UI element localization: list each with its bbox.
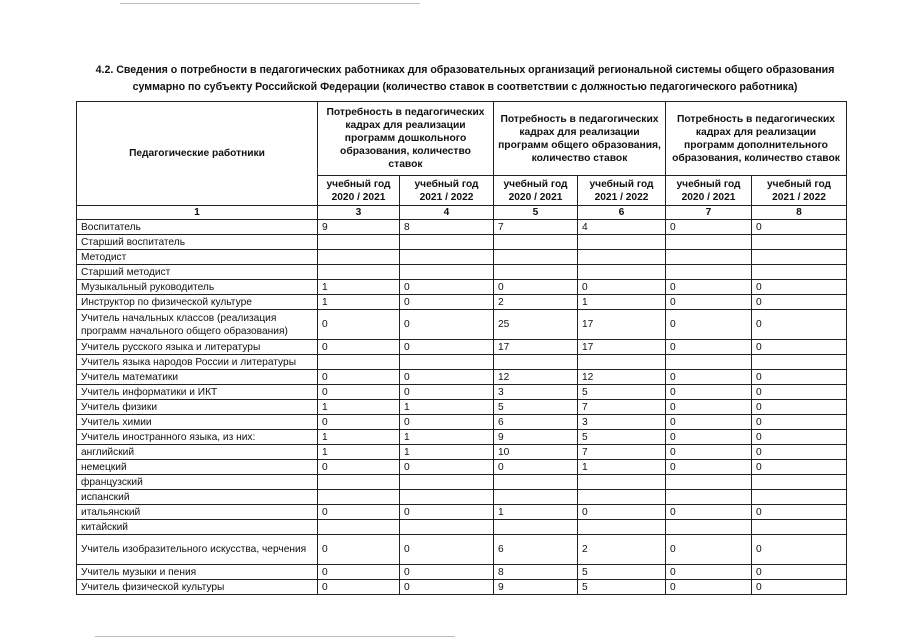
header-year: учебный год 2020 / 2021 — [666, 176, 752, 206]
column-number: 7 — [666, 206, 752, 220]
value-cell: 17 — [494, 340, 578, 355]
header-year: учебный год 2021 / 2022 — [578, 176, 666, 206]
row-label: испанский — [77, 490, 318, 505]
value-cell — [400, 520, 494, 535]
value-cell — [318, 475, 400, 490]
scan-edge-top — [120, 3, 420, 4]
value-cell: 25 — [494, 310, 578, 340]
value-cell: 0 — [666, 295, 752, 310]
header-staff: Педагогические работники — [77, 102, 318, 206]
value-cell: 0 — [666, 415, 752, 430]
header-group-additional: Потребность в педагогических кадрах для реализации программ дополнительного образования, количество ставок — [666, 102, 847, 176]
value-cell — [666, 265, 752, 280]
value-cell: 7 — [578, 400, 666, 415]
row-label: Учитель информатики и ИКТ — [77, 385, 318, 400]
value-cell — [578, 355, 666, 370]
value-cell — [400, 475, 494, 490]
value-cell: 1 — [318, 400, 400, 415]
value-cell — [752, 490, 847, 505]
value-cell: 0 — [752, 340, 847, 355]
title-line-2: суммарно по субъекту Российской Федерации (количество ставок в соответствии с должностью педагогического работника) — [132, 81, 798, 93]
value-cell: 0 — [318, 565, 400, 580]
table-row — [77, 475, 847, 490]
column-number: 8 — [752, 206, 847, 220]
header-year: учебный год 2021 / 2022 — [752, 176, 847, 206]
value-cell: 1 — [400, 400, 494, 415]
value-cell: 9 — [318, 220, 400, 235]
value-cell: 0 — [318, 505, 400, 520]
value-cell — [400, 235, 494, 250]
value-cell — [666, 235, 752, 250]
value-cell: 0 — [666, 505, 752, 520]
row-label: французский — [77, 475, 318, 490]
value-cell — [666, 355, 752, 370]
value-cell: 2 — [494, 295, 578, 310]
value-cell: 0 — [318, 535, 400, 565]
value-cell: 0 — [318, 385, 400, 400]
scan-edge-bottom — [95, 636, 455, 637]
header-year: учебный год 2020 / 2021 — [318, 176, 400, 206]
table-row — [77, 280, 847, 295]
staff-demand-table — [76, 101, 847, 595]
column-number: 1 — [77, 206, 318, 220]
value-cell: 0 — [752, 430, 847, 445]
value-cell: 0 — [752, 400, 847, 415]
value-cell — [494, 475, 578, 490]
table-row — [77, 580, 847, 595]
table-row — [77, 520, 847, 535]
value-cell: 5 — [578, 565, 666, 580]
value-cell: 0 — [578, 505, 666, 520]
value-cell: 1 — [578, 460, 666, 475]
value-cell: 0 — [666, 340, 752, 355]
value-cell: 0 — [400, 370, 494, 385]
row-label: Старший методист — [77, 265, 318, 280]
table-row — [77, 565, 847, 580]
value-cell: 0 — [666, 385, 752, 400]
table-row — [77, 445, 847, 460]
value-cell — [318, 235, 400, 250]
value-cell — [578, 475, 666, 490]
value-cell: 0 — [752, 565, 847, 580]
value-cell — [318, 355, 400, 370]
value-cell: 1 — [318, 445, 400, 460]
value-cell — [752, 355, 847, 370]
value-cell — [400, 265, 494, 280]
value-cell: 0 — [318, 460, 400, 475]
value-cell: 1 — [318, 430, 400, 445]
value-cell: 1 — [400, 445, 494, 460]
table-row — [77, 265, 847, 280]
header-year: учебный год 2021 / 2022 — [400, 176, 494, 206]
value-cell: 0 — [400, 385, 494, 400]
header-year: учебный год 2020 / 2021 — [494, 176, 578, 206]
row-label: Учитель математики — [77, 370, 318, 385]
value-cell — [318, 490, 400, 505]
value-cell: 0 — [666, 580, 752, 595]
header-group-general: Потребность в педагогических кадрах для реализации программ общего образования, количество ставок — [494, 102, 666, 176]
table-row — [77, 400, 847, 415]
value-cell: 0 — [752, 505, 847, 520]
value-cell — [578, 235, 666, 250]
value-cell: 7 — [494, 220, 578, 235]
value-cell: 0 — [752, 580, 847, 595]
value-cell: 8 — [400, 220, 494, 235]
value-cell: 5 — [578, 580, 666, 595]
value-cell — [494, 355, 578, 370]
row-label: Учитель иностранного языка, из них: — [77, 430, 318, 445]
value-cell — [666, 490, 752, 505]
row-label: Воспитатель — [77, 220, 318, 235]
value-cell: 0 — [752, 445, 847, 460]
value-cell: 6 — [494, 415, 578, 430]
table-row — [77, 220, 847, 235]
value-cell: 7 — [578, 445, 666, 460]
value-cell: 0 — [752, 220, 847, 235]
value-cell: 0 — [400, 310, 494, 340]
value-cell: 0 — [666, 565, 752, 580]
row-label: Методист — [77, 250, 318, 265]
table-row — [77, 370, 847, 385]
value-cell — [752, 265, 847, 280]
value-cell: 1 — [318, 280, 400, 295]
value-cell: 3 — [578, 415, 666, 430]
value-cell: 0 — [400, 565, 494, 580]
row-label: Учитель начальных классов (реализация программ начального общего образования) — [77, 310, 318, 340]
value-cell: 0 — [400, 340, 494, 355]
value-cell: 12 — [494, 370, 578, 385]
value-cell: 0 — [666, 430, 752, 445]
row-label: Учитель русского языка и литературы — [77, 340, 318, 355]
value-cell: 1 — [494, 505, 578, 520]
table-row — [77, 460, 847, 475]
row-label: Старший воспитатель — [77, 235, 318, 250]
value-cell: 0 — [752, 385, 847, 400]
value-cell: 0 — [318, 340, 400, 355]
row-label: Учитель языка народов России и литературы — [77, 355, 318, 370]
value-cell: 0 — [494, 280, 578, 295]
value-cell: 17 — [578, 340, 666, 355]
value-cell — [752, 250, 847, 265]
table-row — [77, 235, 847, 250]
table-row — [77, 355, 847, 370]
value-cell — [400, 490, 494, 505]
table-row — [77, 250, 847, 265]
row-label: Учитель музыки и пения — [77, 565, 318, 580]
value-cell — [318, 520, 400, 535]
value-cell: 9 — [494, 580, 578, 595]
value-cell: 12 — [578, 370, 666, 385]
row-label: Учитель физической культуры — [77, 580, 318, 595]
header-group-preschool: Потребность в педагогических кадрах для реализации программ дошкольного образования, количество ставок — [318, 102, 494, 176]
value-cell: 0 — [752, 535, 847, 565]
table-row — [77, 385, 847, 400]
table-row — [77, 340, 847, 355]
row-label: Учитель химии — [77, 415, 318, 430]
value-cell — [318, 250, 400, 265]
value-cell: 0 — [752, 460, 847, 475]
value-cell — [666, 520, 752, 535]
value-cell: 0 — [752, 370, 847, 385]
column-number: 5 — [494, 206, 578, 220]
value-cell: 5 — [494, 400, 578, 415]
value-cell: 0 — [752, 415, 847, 430]
value-cell: 0 — [666, 460, 752, 475]
row-label: Учитель изобразительного искусства, черчения — [77, 535, 318, 565]
value-cell — [666, 250, 752, 265]
row-label: итальянский — [77, 505, 318, 520]
value-cell — [494, 250, 578, 265]
column-number: 3 — [318, 206, 400, 220]
value-cell: 3 — [494, 385, 578, 400]
value-cell — [578, 520, 666, 535]
value-cell: 0 — [666, 400, 752, 415]
value-cell — [578, 490, 666, 505]
row-label: немецкий — [77, 460, 318, 475]
value-cell: 6 — [494, 535, 578, 565]
value-cell: 0 — [318, 310, 400, 340]
value-cell — [578, 265, 666, 280]
value-cell — [494, 235, 578, 250]
value-cell: 0 — [578, 280, 666, 295]
value-cell: 0 — [752, 310, 847, 340]
value-cell: 0 — [318, 580, 400, 595]
value-cell: 1 — [578, 295, 666, 310]
value-cell — [752, 520, 847, 535]
table-row — [77, 310, 847, 340]
value-cell — [400, 250, 494, 265]
value-cell: 8 — [494, 565, 578, 580]
value-cell: 0 — [400, 460, 494, 475]
value-cell: 2 — [578, 535, 666, 565]
value-cell: 0 — [666, 220, 752, 235]
value-cell: 0 — [666, 445, 752, 460]
value-cell — [752, 475, 847, 490]
value-cell — [666, 475, 752, 490]
value-cell — [578, 250, 666, 265]
row-label: Музыкальный руководитель — [77, 280, 318, 295]
value-cell: 0 — [494, 460, 578, 475]
document-title — [60, 62, 870, 96]
table-row — [77, 505, 847, 520]
value-cell — [400, 355, 494, 370]
value-cell: 0 — [400, 280, 494, 295]
value-cell: 10 — [494, 445, 578, 460]
value-cell: 0 — [666, 310, 752, 340]
table-body — [77, 220, 847, 595]
value-cell — [494, 490, 578, 505]
table-row — [77, 430, 847, 445]
column-number: 4 — [400, 206, 494, 220]
value-cell: 0 — [666, 280, 752, 295]
value-cell — [318, 265, 400, 280]
value-cell: 0 — [666, 370, 752, 385]
row-label: Инструктор по физической культуре — [77, 295, 318, 310]
value-cell: 0 — [400, 505, 494, 520]
value-cell: 0 — [400, 580, 494, 595]
value-cell: 0 — [752, 295, 847, 310]
value-cell — [494, 520, 578, 535]
value-cell: 5 — [578, 385, 666, 400]
row-label: английский — [77, 445, 318, 460]
value-cell: 0 — [400, 535, 494, 565]
table-row — [77, 295, 847, 310]
title-line-1: 4.2. Сведения о потребности в педагогических работниках для образовательных организаций региональной системы общего образования — [95, 64, 835, 76]
value-cell: 0 — [400, 295, 494, 310]
value-cell: 0 — [318, 370, 400, 385]
table-row — [77, 415, 847, 430]
row-label: Учитель физики — [77, 400, 318, 415]
value-cell — [494, 265, 578, 280]
value-cell — [752, 235, 847, 250]
value-cell: 9 — [494, 430, 578, 445]
value-cell: 5 — [578, 430, 666, 445]
value-cell: 4 — [578, 220, 666, 235]
value-cell: 0 — [400, 415, 494, 430]
value-cell: 0 — [752, 280, 847, 295]
row-label: китайский — [77, 520, 318, 535]
column-number: 6 — [578, 206, 666, 220]
value-cell: 1 — [400, 430, 494, 445]
value-cell: 0 — [666, 535, 752, 565]
value-cell: 17 — [578, 310, 666, 340]
value-cell: 0 — [318, 415, 400, 430]
table-row — [77, 490, 847, 505]
table-row — [77, 535, 847, 565]
value-cell: 1 — [318, 295, 400, 310]
